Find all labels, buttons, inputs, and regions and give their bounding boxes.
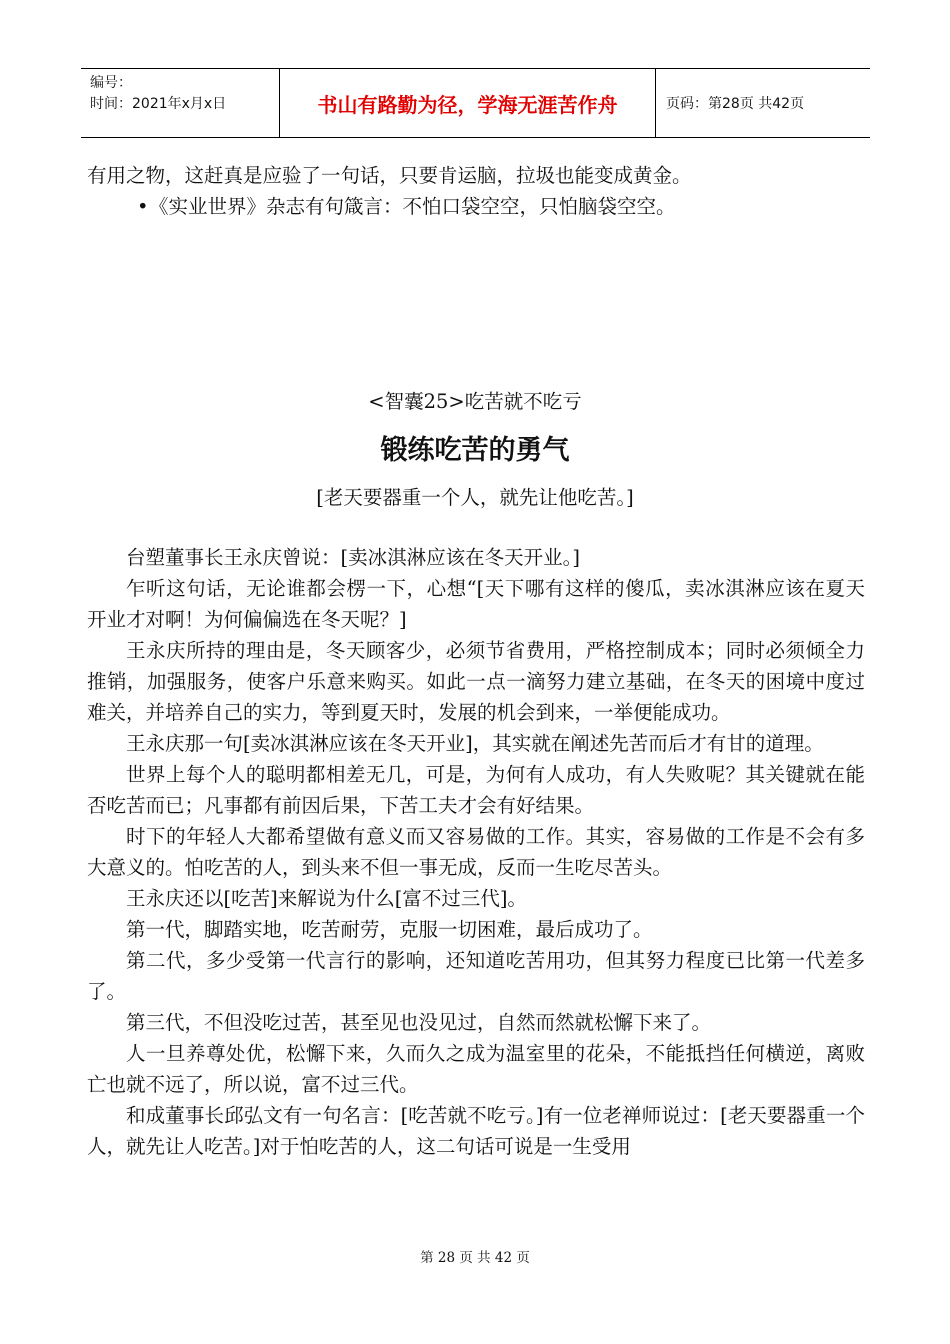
continued-paragraph: 有用之物，这赶真是应验了一句话，只要肯运脑，拉圾也能变成黄金。 — [87, 164, 692, 187]
top-text-block — [87, 160, 865, 222]
article-title: 锻练吃苦的勇气 — [380, 435, 570, 466]
page-header — [81, 68, 870, 138]
paragraph: 时下的年轻人大都希望做有意义而又容易做的工作。其实，容易做的工作是不会有多大意义的。怕吃苦的人，到头来不但一事无成，反而一生吃尽苦头。 — [87, 825, 865, 879]
paragraph: 第一代，脚踏实地，吃苦耐劳，克服一切困难，最后成功了。 — [126, 918, 653, 941]
paragraph: 王永庆那一句[卖冰淇淋应该在冬天开业]，其实就在阐述先苦而后才有甘的道理。 — [126, 732, 824, 755]
paragraph: 王永庆所持的理由是，冬天顾客少，必须节省费用，严格控制成本；同时必须倾全力推销，加强服务，使客户乐意来购买。如此一点一滴努力建立基础，在冬天的困境中度过难关，并培养自己的实力，等到夏天时，发展的机会到来，一举便能成功。 — [87, 639, 865, 724]
paragraph: 和成董事长邱弘文有一句名言：[吃苦就不吃亏。]有一位老禅师说过：[老天要器重一个人，就先让人吃苦。]对于怕吃苦的人，这二句话可说是一生受用 — [87, 1104, 865, 1158]
article-quote: [老天要器重一个人，就先让他吃苦。] — [316, 486, 634, 509]
paragraph: 世界上每个人的聪明都相差无几，可是，为何有人成功，有人失败呢？其关键就在能否吃苦而已；凡事都有前因后果，下苦工夫才会有好结果。 — [87, 763, 865, 817]
article-body — [87, 542, 865, 1162]
header-motto: 书山有路勤为径，学海无涯苦作舟 — [280, 69, 656, 137]
bullet-dot-icon: • — [137, 195, 149, 218]
bullet-text: 《实业世界》杂志有句箴言：不怕口袋空空，只怕脑袋空空。 — [149, 195, 676, 218]
paragraph: 乍听这句话，无论谁都会楞一下，心想“[天下哪有这样的傻瓜，卖冰淇淋应该在夏天开业才对啊！为何偏偏选在冬天呢？] — [87, 577, 865, 631]
bullet-item — [137, 191, 865, 222]
article-subtitle: <智囊25>吃苦就不吃亏 — [368, 390, 582, 413]
paragraph: 第二代，多少受第一代言行的影响，还知道吃苦用功，但其努力程度已比第一代差多了。 — [87, 949, 865, 1003]
document-date-label: 时间：2021年x月x日 — [90, 96, 227, 112]
paragraph: 人一旦养尊处优，松懈下来，久而久之成为温室里的花朵，不能抵挡任何横逆，离败亡也就不远了，所以说，富不过三代。 — [87, 1042, 865, 1096]
document-number-label: 编号： — [90, 75, 132, 91]
header-page-info: 页码：第28页 共42页 — [666, 96, 805, 112]
paragraph: 台塑董事长王永庆曾说：[卖冰淇淋应该在冬天开业。] — [126, 546, 580, 569]
page-footer: 第 28 页 共 42 页 — [420, 1250, 530, 1266]
paragraph: 第三代，不但没吃过苦，甚至见也没见过，自然而然就松懈下来了。 — [126, 1011, 712, 1034]
header-meta — [81, 69, 280, 137]
paragraph: 王永庆还以[吃苦]来解说为什么[富不过三代]。 — [126, 887, 527, 910]
